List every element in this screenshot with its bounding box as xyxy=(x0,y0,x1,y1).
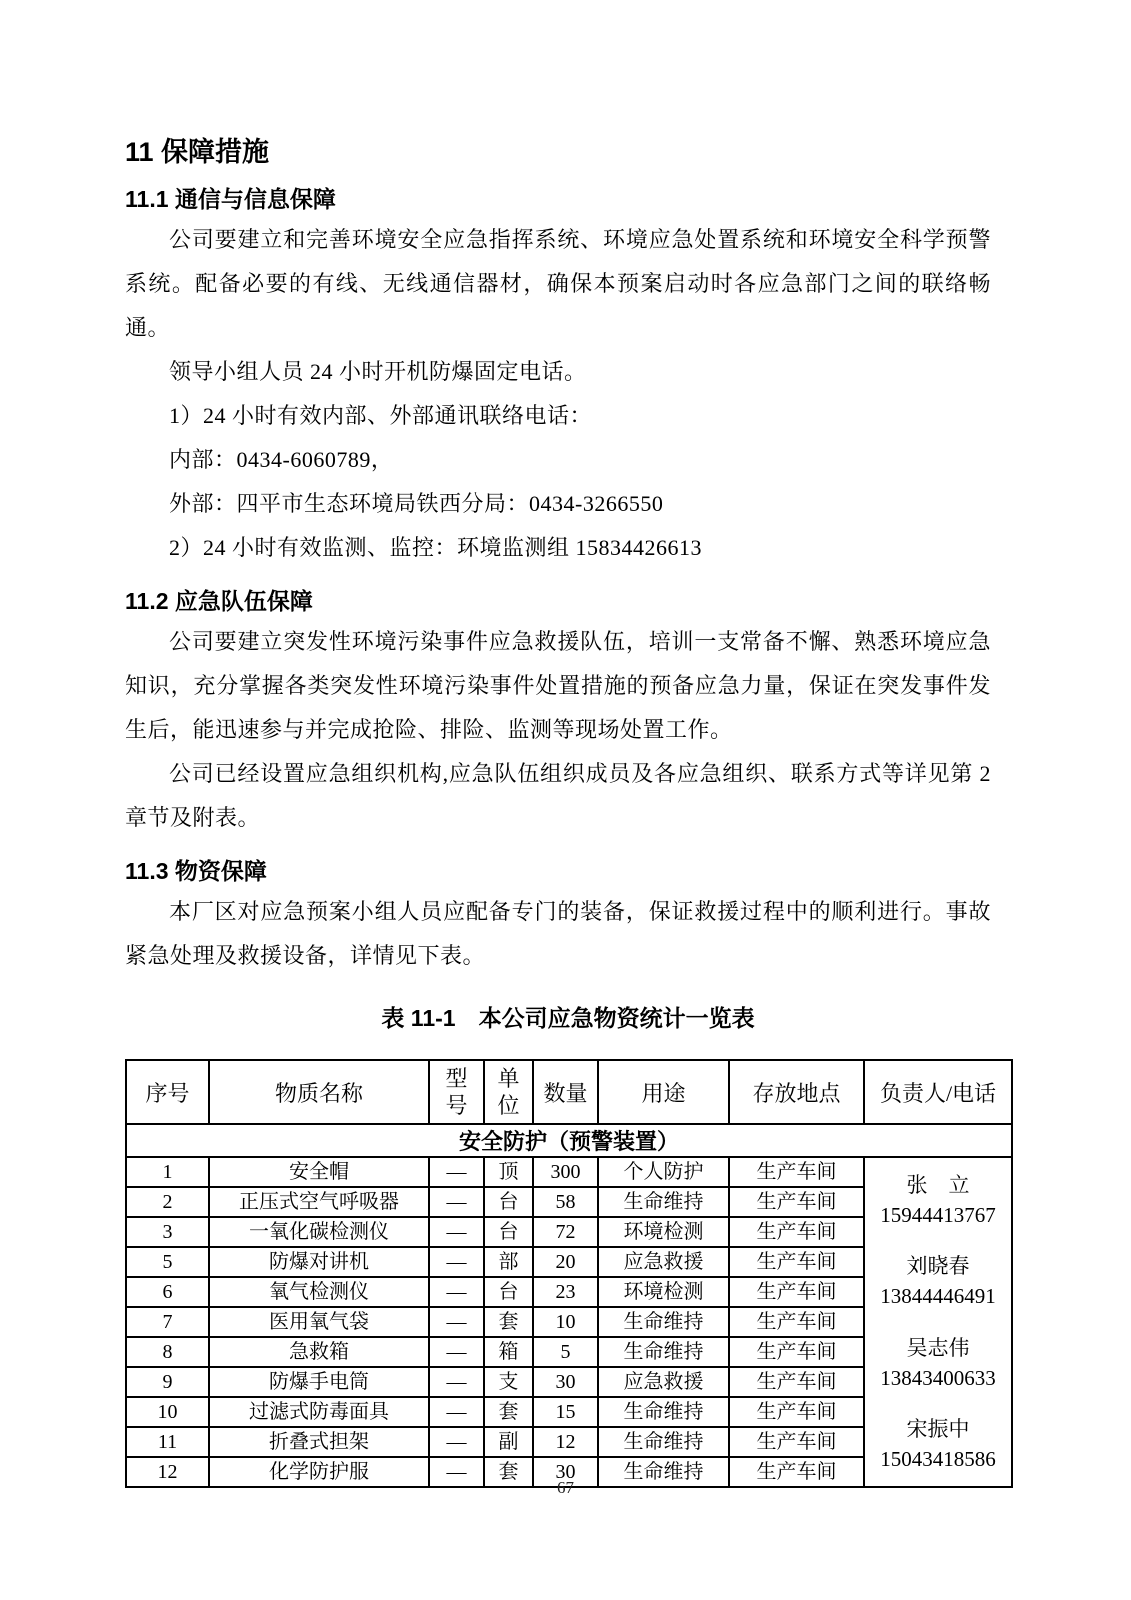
table-cell: 安全帽 xyxy=(209,1157,429,1187)
paragraph: 公司要建立和完善环境安全应急指挥系统、环境应急处置系统和环境安全科学预警系统。配备必要的有线、无线通信器材，确保本预案启动时各应急部门之间的联络畅通。 xyxy=(125,227,991,340)
table-cell: 11 xyxy=(126,1427,209,1457)
table-cell: — xyxy=(429,1157,484,1187)
table-cell: 台 xyxy=(484,1277,533,1307)
table-cell: 7 xyxy=(126,1307,209,1337)
table-cell: 8 xyxy=(126,1337,209,1367)
table-cell: — xyxy=(429,1307,484,1337)
table-cell: 台 xyxy=(484,1187,533,1217)
header-cell-index: 序号 xyxy=(126,1060,209,1124)
table-cell: 1 xyxy=(126,1157,209,1187)
page-number: 67 xyxy=(557,1478,574,1497)
contact-name: 张 立 xyxy=(906,1172,970,1197)
header-label-unit: 单位 xyxy=(497,1065,520,1118)
table-cell: 生产车间 xyxy=(729,1217,864,1247)
table-cell: 箱 xyxy=(484,1337,533,1367)
table-cell: 2 xyxy=(126,1187,209,1217)
table-cell: 6 xyxy=(126,1277,209,1307)
table-cell: 部 xyxy=(484,1247,533,1277)
table-cell: 生产车间 xyxy=(729,1277,864,1307)
supplies-table xyxy=(125,1059,1013,1488)
table-cell: 个人防护 xyxy=(598,1157,729,1187)
table-cell: 72 xyxy=(533,1217,598,1247)
table-cell: 生产车间 xyxy=(729,1397,864,1427)
header-cell-unit xyxy=(484,1060,533,1124)
header-cell-contact: 负责人/电话 xyxy=(864,1060,1012,1124)
table-cell: 15 xyxy=(533,1397,598,1427)
table-cell: 一氧化碳检测仪 xyxy=(209,1217,429,1247)
table-cell: — xyxy=(429,1457,484,1487)
table-cell: 应急救援 xyxy=(598,1367,729,1397)
table-cell: 生产车间 xyxy=(729,1307,864,1337)
table-cell: 生命维持 xyxy=(598,1187,729,1217)
table-cell: 化学防护服 xyxy=(209,1457,429,1487)
table-cell: 生命维持 xyxy=(598,1457,729,1487)
table-cell: 支 xyxy=(484,1367,533,1397)
table-cell: 生命维持 xyxy=(598,1397,729,1427)
table-section-row xyxy=(126,1124,1012,1157)
table-cell: 过滤式防毒面具 xyxy=(209,1397,429,1427)
table-cell: 环境检测 xyxy=(598,1277,729,1307)
table-cell: — xyxy=(429,1187,484,1217)
table-cell: — xyxy=(429,1397,484,1427)
table-cell: 23 xyxy=(533,1277,598,1307)
table-cell: 12 xyxy=(533,1427,598,1457)
header-cell-quantity: 数量 xyxy=(533,1060,598,1124)
table-cell: 生命维持 xyxy=(598,1337,729,1367)
contact-group xyxy=(865,1414,1011,1474)
table-cell: 副 xyxy=(484,1427,533,1457)
table-cell: 折叠式担架 xyxy=(209,1427,429,1457)
paragraph-internal-phone: 内部：0434-6060789， xyxy=(169,447,394,472)
table-cell: 生命维持 xyxy=(598,1307,729,1337)
table-cell: 58 xyxy=(533,1187,598,1217)
table-cell: 生产车间 xyxy=(729,1367,864,1397)
table-cell: 9 xyxy=(126,1367,209,1397)
table-cell: 生产车间 xyxy=(729,1247,864,1277)
table-cell: 生产车间 xyxy=(729,1457,864,1487)
contact-name: 宋振中 xyxy=(906,1417,970,1442)
paragraph: 1）24 小时有效内部、外部通讯联络电话： xyxy=(169,403,593,428)
table-cell: 10 xyxy=(126,1397,209,1427)
table-cell: 3 xyxy=(126,1217,209,1247)
table-cell: 12 xyxy=(126,1457,209,1487)
table-cell: — xyxy=(429,1367,484,1397)
contact-phone: 13843400633 xyxy=(880,1365,996,1390)
table-cell: 套 xyxy=(484,1457,533,1487)
table-cell: — xyxy=(429,1217,484,1247)
paragraph: 公司要建立突发性环境污染事件应急救援队伍，培训一支常备不懈、熟悉环境应急知识，充分掌握各类突发性环境污染事件处置措施的预备应急力量，保证在突发事件发生后，能迅速参与并完成抢险、排险、监测等现场处置工作。 xyxy=(125,629,991,742)
table-section-label: 安全防护（预警装置） xyxy=(126,1124,1012,1157)
contact-phone: 13844446491 xyxy=(880,1284,996,1309)
table-cell: 生产车间 xyxy=(729,1157,864,1187)
table-cell: 5 xyxy=(533,1337,598,1367)
table-cell: 医用氧气袋 xyxy=(209,1307,429,1337)
header-row xyxy=(126,1060,1012,1124)
contact-name: 刘晓春 xyxy=(906,1254,970,1279)
table-cell: 环境检测 xyxy=(598,1217,729,1247)
table-cell: — xyxy=(429,1277,484,1307)
paragraph-monitoring-phone: 2）24 小时有效监测、监控：环境监测组 15834426613 xyxy=(169,535,703,560)
contact-group xyxy=(865,1170,1011,1230)
table-cell: 氧气检测仪 xyxy=(209,1277,429,1307)
table-cell: 300 xyxy=(533,1157,598,1187)
table-cell: 生产车间 xyxy=(729,1427,864,1457)
contact-cell xyxy=(864,1157,1012,1487)
supplies-table-header xyxy=(126,1060,1012,1157)
section-heading-11-3: 11.3 物资保障 xyxy=(125,858,267,884)
table-caption: 表 11-1 本公司应急物资统计一览表 xyxy=(381,1005,755,1031)
table-cell: 应急救援 xyxy=(598,1247,729,1277)
table-cell: 防爆手电筒 xyxy=(209,1367,429,1397)
table-cell: — xyxy=(429,1247,484,1277)
table-cell: 生产车间 xyxy=(729,1187,864,1217)
table-cell: 急救箱 xyxy=(209,1337,429,1367)
table-cell: 10 xyxy=(533,1307,598,1337)
table-cell: 套 xyxy=(484,1397,533,1427)
header-cell-material: 物质名称 xyxy=(209,1060,429,1124)
table-cell: 生产车间 xyxy=(729,1337,864,1367)
paragraph: 领导小组人员 24 小时开机防爆固定电话。 xyxy=(169,359,587,384)
header-cell-purpose: 用途 xyxy=(598,1060,729,1124)
header-label-model: 型号 xyxy=(445,1065,468,1118)
paragraph-external-phone: 外部：四平市生态环境局铁西分局：0434-3266550 xyxy=(169,491,664,516)
table-cell: — xyxy=(429,1337,484,1367)
table-cell: 30 xyxy=(533,1457,598,1487)
table-cell: 套 xyxy=(484,1307,533,1337)
table-cell: 生命维持 xyxy=(598,1427,729,1457)
section-heading-11-2: 11.2 应急队伍保障 xyxy=(125,588,313,614)
chapter-title: 11 保障措施 xyxy=(125,137,270,167)
table-row xyxy=(126,1157,1012,1187)
header-cell-model xyxy=(429,1060,484,1124)
contact-name: 吴志伟 xyxy=(906,1335,970,1360)
table-cell: 台 xyxy=(484,1217,533,1247)
contact-phone: 15944413767 xyxy=(880,1202,996,1227)
header-cell-location: 存放地点 xyxy=(729,1060,864,1124)
table-cell: 5 xyxy=(126,1247,209,1277)
table-cell: 正压式空气呼吸器 xyxy=(209,1187,429,1217)
contact-group xyxy=(865,1251,1011,1311)
table-cell: 防爆对讲机 xyxy=(209,1247,429,1277)
paragraph: 公司已经设置应急组织机构,应急队伍组织成员及各应急组织、联系方式等详见第 2 章节及附表。 xyxy=(125,761,991,830)
table-cell: 20 xyxy=(533,1247,598,1277)
section-heading-11-1: 11.1 通信与信息保障 xyxy=(125,186,336,212)
contact-list xyxy=(865,1159,1011,1485)
paragraph: 本厂区对应急预案小组人员应配备专门的装备，保证救援过程中的顺利进行。事故紧急处理及救援设备，详情见下表。 xyxy=(125,899,991,968)
contact-group xyxy=(865,1333,1011,1393)
table-cell: 顶 xyxy=(484,1157,533,1187)
table-cell: — xyxy=(429,1427,484,1457)
supplies-table-body xyxy=(126,1157,1012,1487)
contact-phone: 15043418586 xyxy=(880,1447,996,1472)
table-cell: 30 xyxy=(533,1367,598,1397)
